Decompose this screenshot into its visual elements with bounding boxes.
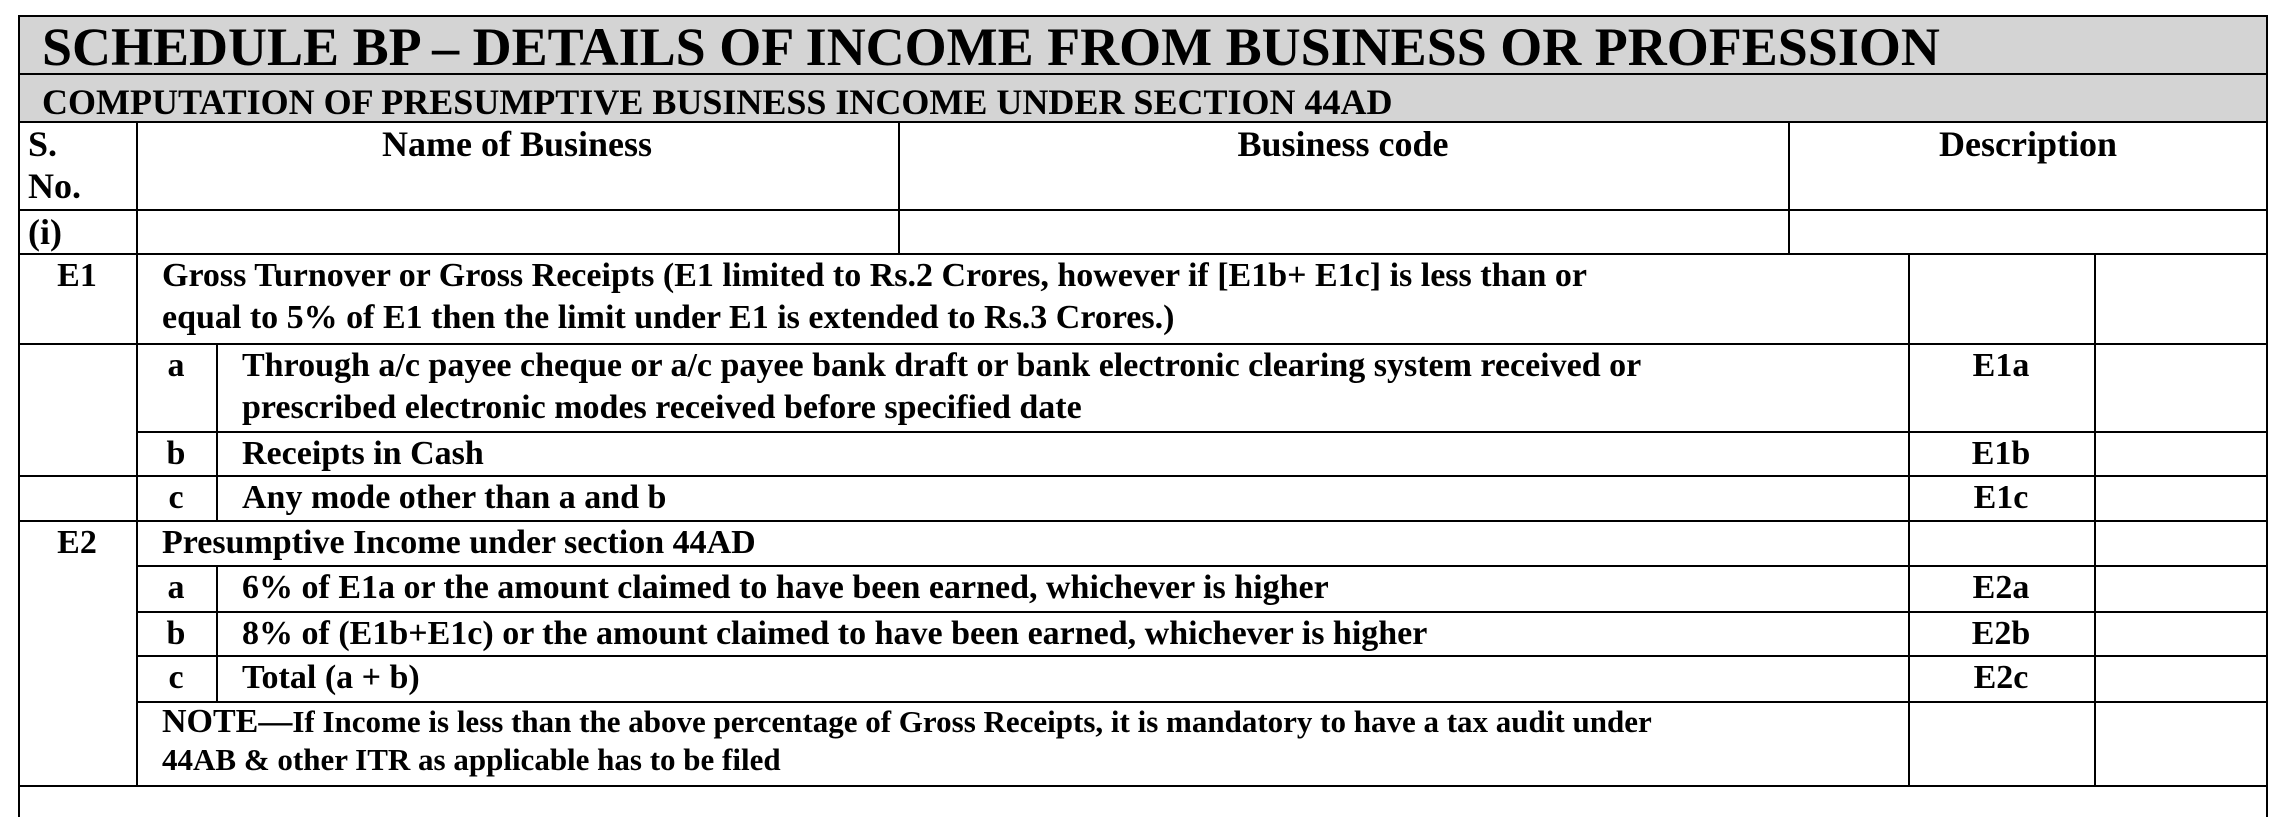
item-e1-text [162, 255, 1902, 339]
e2a-text: 6% of E1a or the amount claimed to have been earned, whichever is higher [242, 569, 1329, 606]
header-sno [28, 123, 128, 207]
header-sno-line1: S. [28, 124, 58, 164]
e1a-code: E1a [1972, 347, 2030, 384]
e2b-code: E2b [1971, 615, 2031, 652]
e2a-letter: a [167, 569, 185, 606]
e2b-amount-field[interactable] [2096, 613, 2266, 653]
e2a-code: E2a [1972, 569, 2030, 606]
e2c-text: Total (a + b) [242, 659, 420, 696]
e1c-letter: c [168, 479, 184, 516]
e1c-text: Any mode other than a and b [242, 479, 667, 516]
rule [18, 73, 2268, 75]
e2c-letter: c [168, 659, 184, 696]
item-e1-label: E1 [57, 257, 97, 294]
item-e2-text: Presumptive Income under section 44AD [162, 524, 756, 561]
header-description: Description [1939, 124, 2117, 164]
note-text-line2: 44AB & other ITR as applicable has to be filed [162, 742, 781, 777]
item-e2-label: E2 [57, 524, 97, 561]
e1a-amount-field[interactable] [2096, 345, 2266, 429]
e1a-letter: a [167, 347, 185, 384]
e2c-code: E2c [1973, 659, 2029, 696]
e1a-text-line2: prescribed electronic modes received before specified date [242, 389, 1082, 426]
header-name-of-business: Name of Business [381, 124, 653, 164]
header-business-code: Business code [1237, 124, 1449, 164]
rule [216, 343, 218, 521]
note-text-line1: If Income is less than the above percentage of Gross Receipts, it is mandatory to have a tax audit under [292, 704, 1652, 739]
e1b-letter: b [166, 435, 186, 472]
business-code-field[interactable] [900, 211, 1786, 251]
note [162, 703, 1902, 779]
schedule-subtitle: COMPUTATION OF PRESUMPTIVE BUSINESS INCOME UNDER SECTION 44AD [42, 82, 1393, 122]
rule [216, 565, 218, 701]
e1c-code: E1c [1973, 479, 2029, 516]
description-field[interactable] [1790, 211, 2266, 251]
e2-amount-field[interactable] [2096, 522, 2266, 563]
e1a-text-line1: Through a/c payee cheque or a/c payee bank draft or bank electronic clearing system received or [242, 347, 1642, 384]
e1a-text [242, 345, 1906, 429]
e2c-amount-field[interactable] [2096, 657, 2266, 699]
row-sno: (i) [28, 212, 62, 252]
header-sno-line2: No. [28, 166, 81, 206]
note-line1 [162, 703, 1902, 741]
e2b-text: 8% of (E1b+E1c) or the amount claimed to have been earned, whichever is higher [242, 615, 1428, 652]
item-e1-text-line1: Gross Turnover or Gross Receipts (E1 limited to Rs.2 Crores, however if [E1b+ E1c] is less than or [162, 257, 1587, 294]
rule [136, 253, 138, 785]
rule [18, 785, 2268, 787]
e2a-amount-field[interactable] [2096, 567, 2266, 609]
schedule-title: SCHEDULE BP – DETAILS OF INCOME FROM BUSINESS OR PROFESSION [42, 17, 1940, 77]
schedule-bp-form [18, 15, 2268, 817]
e2b-letter: b [166, 615, 186, 652]
e1b-code: E1b [1971, 435, 2031, 472]
business-name-field[interactable] [138, 211, 896, 251]
e1c-amount-field[interactable] [2096, 477, 2266, 518]
note-prefix: NOTE— [162, 703, 293, 740]
rule [1908, 253, 1910, 785]
e1-amount-field[interactable] [2096, 255, 2266, 341]
e1b-text: Receipts in Cash [242, 435, 484, 472]
item-e1-text-line2: equal to 5% of E1 then the limit under E1 is extended to Rs.3 Crores.) [162, 299, 1175, 336]
e1b-amount-field[interactable] [2096, 433, 2266, 473]
